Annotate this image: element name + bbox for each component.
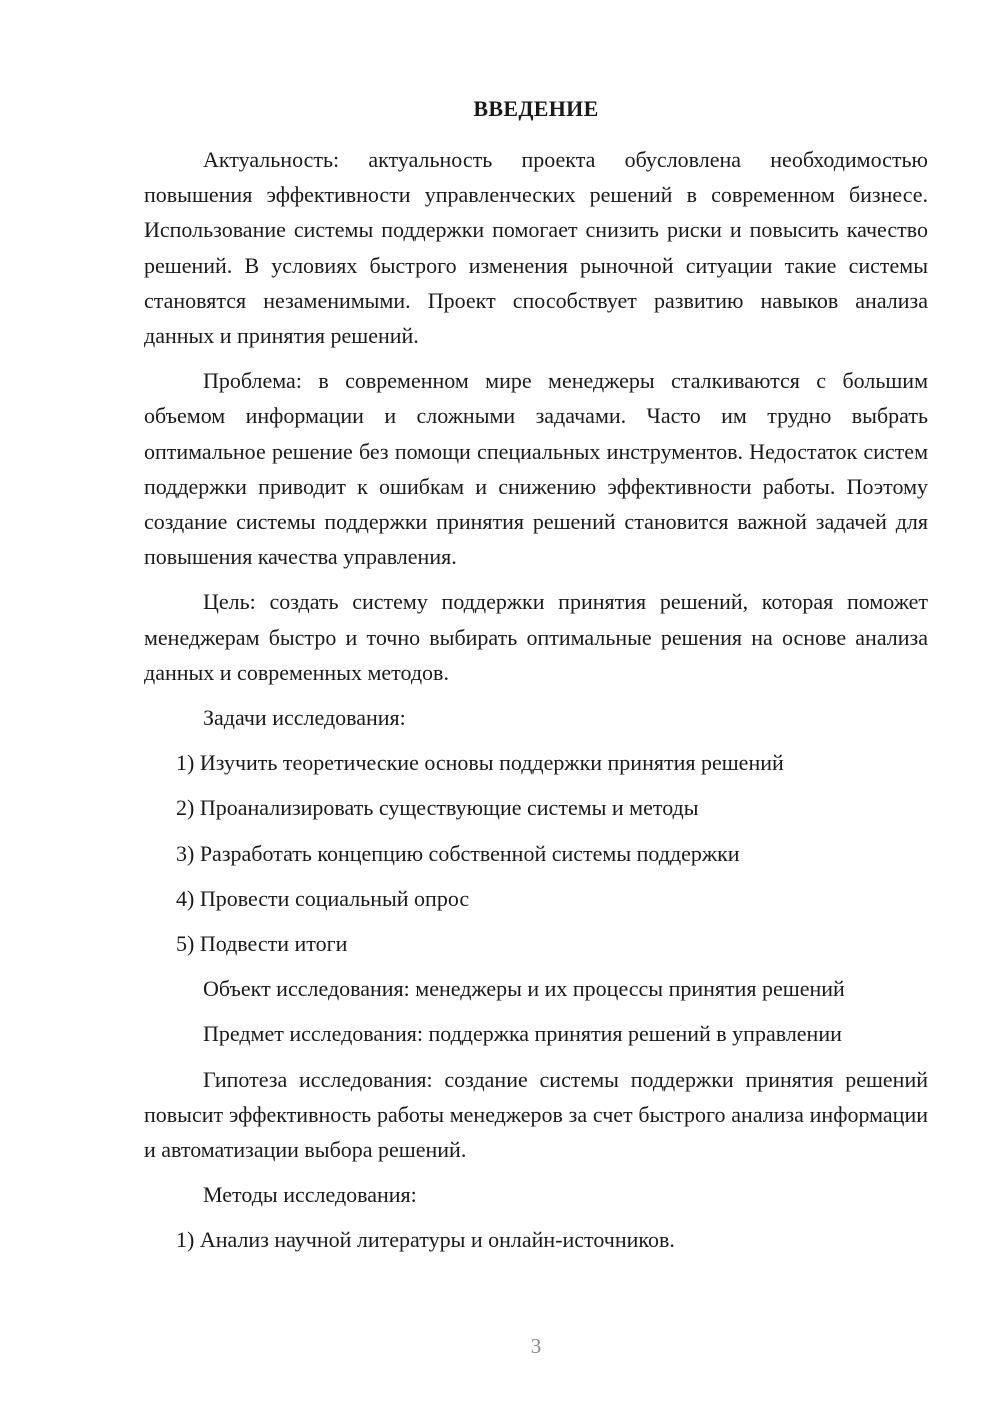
research-subject: Предмет исследования: поддержка принятия решений в управлении	[203, 1021, 842, 1047]
list-item: 2) Проанализировать существующие системы и методы	[176, 795, 699, 821]
paragraph-relevance: Актуальность: актуальность проекта обусловлена необходимостью повышения эффективности управленческих решений в современном бизнесе. Использование системы поддержки помогает снизить риски и повысить качество решений. В условиях быстрого изменения рыночной ситуации такие системы становятся незаменимыми. Проект способствует развитию навыков анализа данных и принятия решений.	[144, 147, 928, 349]
paragraph-goal: Цель: создать систему поддержки принятия решений, которая поможет менеджерам быстро и точно выбирать оптимальные решения на основе анализа данных и современных методов.	[144, 589, 928, 685]
tasks-list	[144, 745, 928, 961]
list-item: 1) Анализ научной литературы и онлайн-источников.	[176, 1227, 675, 1253]
list-item: 4) Провести социальный опрос	[176, 885, 470, 911]
list-item: 3) Разработать концепцию собственной системы поддержки	[176, 840, 740, 866]
methods-heading: Методы исследования:	[203, 1182, 417, 1208]
page-number: 3	[530, 1334, 542, 1358]
list-item: 1) Изучить теоретические основы поддержки принятия решений	[176, 750, 784, 776]
list-item: 5) Подвести итоги	[176, 931, 348, 957]
paragraph-problem: Проблема: в современном мире менеджеры сталкиваются с большим объемом информации и сложными задачами. Часто им трудно выбрать оптимальное решение без помощи специальных инструментов. Недостаток систем поддержки приводит к ошибкам и снижению эффективности работы. Поэтому создание системы поддержки принятия решений становится важной задачей для повышения качества управления.	[144, 368, 928, 570]
research-object: Объект исследования: менеджеры и их процессы принятия решений	[203, 976, 845, 1002]
paragraph-hypothesis: Гипотеза исследования: создание системы поддержки принятия решений повысит эффективность работы менеджеров за счет быстрого анализа информации и автоматизации выбора решений.	[144, 1066, 928, 1163]
page-title: ВВЕДЕНИЕ	[473, 96, 599, 121]
document-body	[144, 142, 928, 1268]
methods-list	[144, 1222, 928, 1257]
tasks-heading: Задачи исследования:	[203, 705, 406, 731]
